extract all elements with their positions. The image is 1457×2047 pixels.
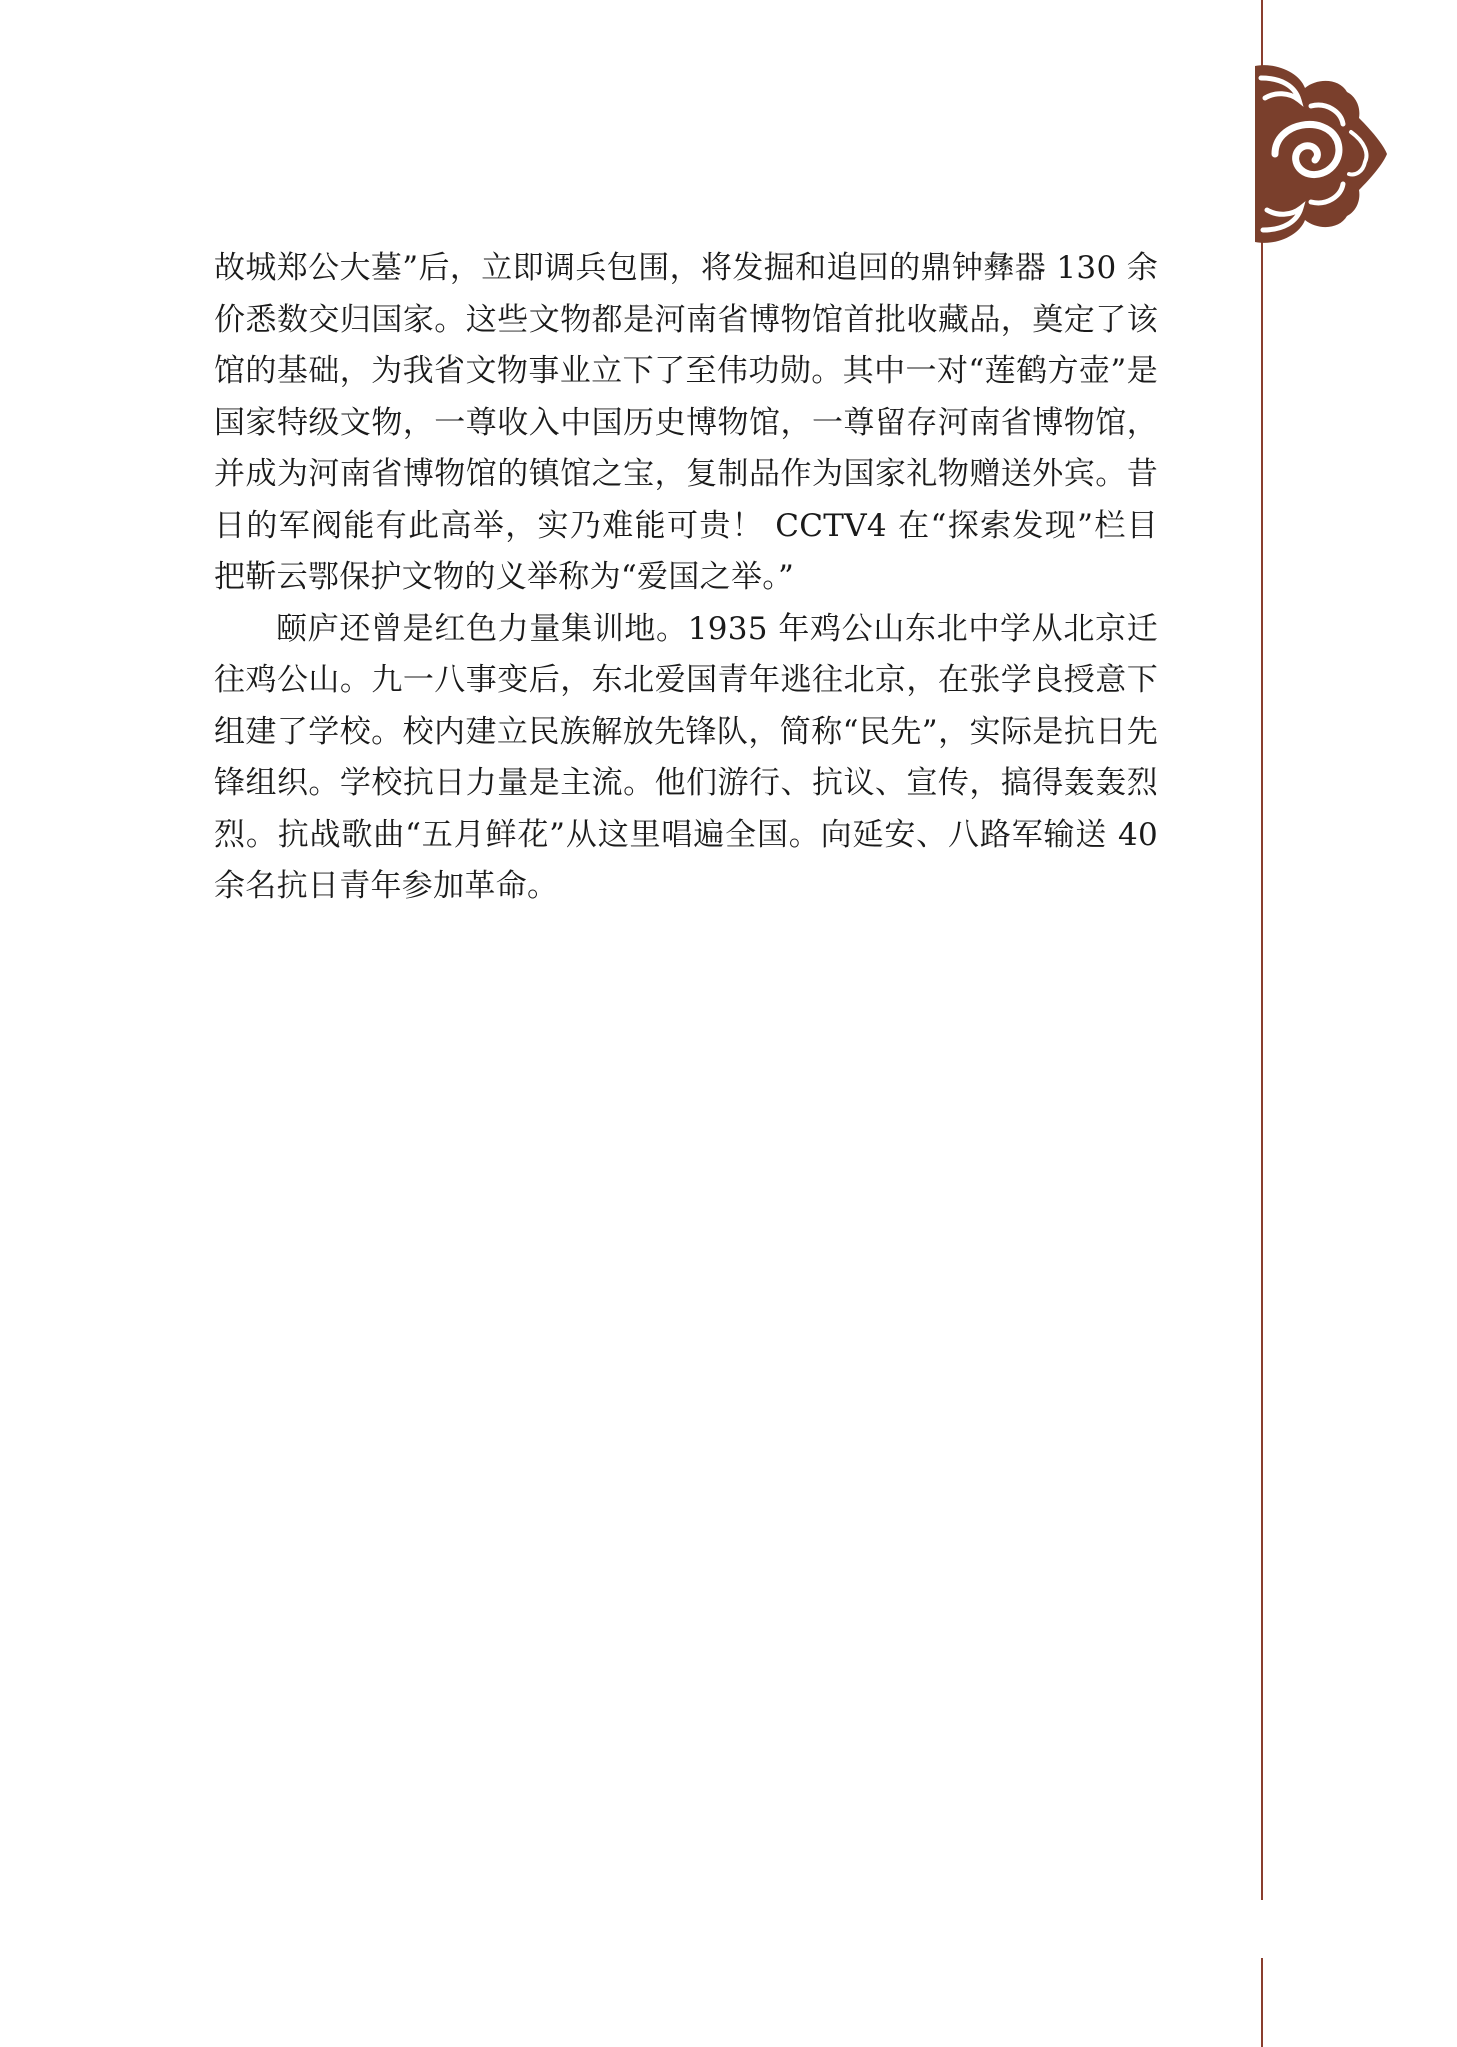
margin-rule-lower (1261, 1958, 1263, 2047)
body-text (214, 243, 1158, 913)
cloud-scroll-icon (1255, 62, 1387, 246)
paragraph-2: 颐庐还曾是红色力量集训地。1935 年鸡公山东北中学从北京迁往鸡公山。九一八事变后，东北爱国青年逃往北京，在张学良授意下组建了学校。校内建立民族解放先锋队，简称“民先”，实际是抗日先锋组织。学校抗日力量是主流。他们游行、抗议、宣传，搞得轰轰烈烈。抗战歌曲“五月鲜花”从这里唱遍全国。向延安、八路军输送 40 余名抗日青年参加革命。 (214, 610, 1158, 904)
paragraph-1: 故城郑公大墓”后，立即调兵包围，将发掘和追回的鼎钟彝器 130 余价悉数交归国家。这些文物都是河南省博物馆首批收藏品，奠定了该馆的基础，为我省文物事业立下了至伟功勋。其中一对“莲鹤方壶”是国家特级文物，一尊收入中国历史博物馆，一尊留存河南省博物馆，并成为河南省博物馆的镇馆之宝，复制品作为国家礼物赠送外宾。昔日的军阀能有此高举，实乃难能可贵！ CCTV4 在“探索发现”栏目把靳云鄂保护文物的义举称为“爱国之举。” (214, 250, 1158, 595)
margin-rule-upper (1261, 0, 1263, 1900)
